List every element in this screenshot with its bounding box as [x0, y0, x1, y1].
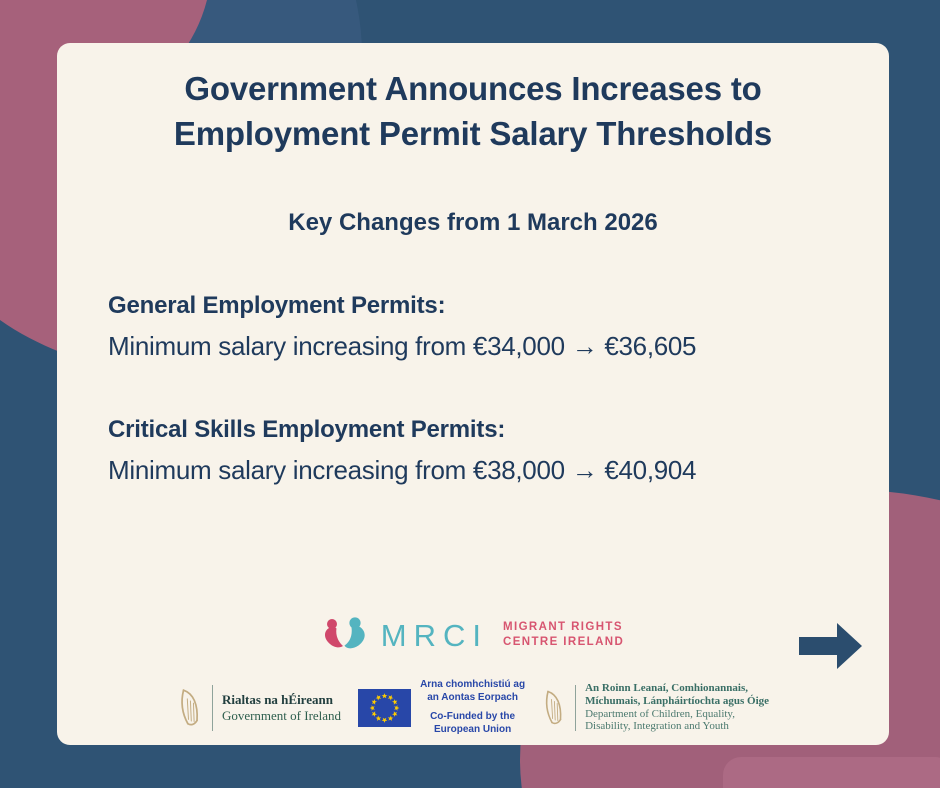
government-harp-icon: [177, 688, 203, 728]
government-of-ireland-text: [222, 692, 341, 723]
eu-cofunded-text: [420, 679, 525, 736]
mrci-tagline-line1: MIGRANT RIGHTS: [503, 620, 623, 633]
dept-irish-line1: An Roinn Leanaí, Comhionannais,: [585, 681, 748, 694]
page-title: Government Announces Increases to Employment Permit Salary Thresholds: [173, 70, 773, 152]
mrci-tagline-line2: CENTRE IRELAND: [503, 636, 625, 648]
divider: [212, 685, 213, 731]
gov-irish-title: Rialtas na hÉireann: [221, 691, 333, 707]
eu-text-line1: Arna chomhchistiú ag: [420, 679, 526, 690]
next-arrow-icon[interactable]: [799, 622, 862, 670]
department-children-text: [585, 682, 769, 734]
permit-changes-list: [57, 291, 889, 487]
general-permit-section: [108, 291, 849, 363]
dept-english-line1: Department of Children, Equality,: [585, 707, 735, 720]
department-harp-icon: [542, 688, 566, 728]
mrci-logo: [57, 614, 889, 656]
critical-skills-heading: Critical Skills Employment Permits:: [108, 416, 506, 444]
general-permit-heading: General Employment Permits:: [108, 291, 446, 319]
department-children-logo: [542, 682, 769, 734]
dept-irish-line2: Míchumais, Lánpháirtíochta agus Óige: [585, 694, 770, 707]
dept-english-line2: Disability, Integration and Youth: [585, 720, 729, 733]
eu-text-line3: Co-Funded by the: [430, 711, 516, 722]
mrci-tagline: [503, 621, 624, 649]
divider: [575, 685, 576, 731]
general-permit-detail: Minimum salary increasing from €34,000 → €36,605: [108, 330, 697, 361]
content-card: [57, 43, 889, 745]
eu-text-line2: an Aontas Eorpach: [427, 691, 518, 703]
critical-skills-detail: Minimum salary increasing from €38,000 → €40,904: [108, 455, 697, 486]
subtitle: Key Changes from 1 March 2026: [288, 208, 658, 236]
mrci-heart-icon: [322, 614, 368, 656]
funders-logo-strip: [57, 679, 889, 736]
eu-cofunded-logo: [358, 679, 525, 736]
critical-skills-section: [108, 415, 849, 487]
eu-flag-icon: [358, 689, 411, 727]
mauve-corner-accent: [723, 757, 940, 788]
mrci-wordmark: MRCI: [380, 617, 489, 653]
gov-english-title: Government of Ireland: [221, 707, 342, 723]
government-of-ireland-logo: [177, 685, 341, 731]
eu-text-line4: European Union: [433, 723, 512, 735]
